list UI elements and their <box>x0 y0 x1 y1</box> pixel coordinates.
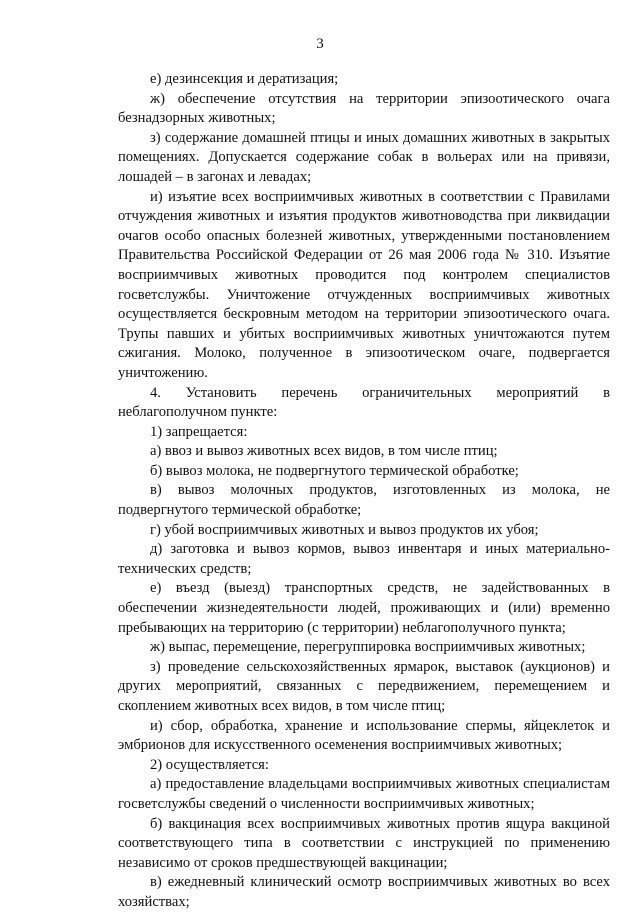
paragraph-b-vaccination: б) вакцинация всех восприимчивых животных против ящура вакциной соответствующего типа в соответствии с инструкцией по применению независимо от сроков предшествующей вакцинации; <box>118 815 610 871</box>
paragraph-1-prohibited: 1) запрещается: <box>150 423 248 440</box>
paragraph-e-disinsection: е) дезинсекция и дератизация; <box>150 71 339 87</box>
paragraph-e-vehicle-entry: е) въезд (выезд) транспортных средств, не задействованных в обеспечении жизнедеятельности людей, проживающих и (или) временно пребывающих на территорию (с территории) неблагополучного пункта; <box>118 580 610 636</box>
paragraph-i-semen-collection: и) сбор, обработка, хранение и использование спермы, яйцеклеток и эмбрионов для искусственного осеменения восприимчивых животных; <box>118 717 610 754</box>
document-body <box>118 70 610 913</box>
paragraph-z-poultry-housing: з) содержание домашней птицы и иных домашних животных в закрытых помещениях. Допускается содержание собак в вольерах или на привязи, лошадей – в загонах и левадах; <box>118 129 610 185</box>
paragraph-zh-grazing: ж) выпас, перемещение, перегруппировка восприимчивых животных; <box>150 639 586 656</box>
page-number: 3 <box>316 36 324 52</box>
paragraph-zh-stray-animals: ж) обеспечение отсутствия на территории эпизоотического очага безнадзорных животных; <box>118 90 610 127</box>
paragraph-b-milk-export: б) вывоз молока, не подвергнутого термической обработке; <box>150 462 519 479</box>
paragraph-a-import-export: а) ввоз и вывоз животных всех видов, в том числе птиц; <box>150 443 498 460</box>
paragraph-d-feed-procurement: д) заготовка и вывоз кормов, вывоз инвентаря и иных материально-технических средств; <box>118 541 610 577</box>
paragraph-i-animal-withdrawal: и) изъятие всех восприимчивых животных в соответствии с Правилами отчуждения животных и изъятия продуктов животноводства при ликвидации очагов особо опасных болезней животных, утвержденными постановлением Правительства Российской Федерации от 26 мая 2006 года № 310. Изъятие восприимчивых животных проводится под контролем специалистов госветслужбы. Уничтожение отчужденных восприимчивых животных осуществляется бескровным методом на территории эпизоотического очага. Трупы павших и убитых восприимчивых животных уничтожаются путем сжигания. Молоко, полученное в эпизоотическом очаге, подвергается уничтожению. <box>118 188 610 381</box>
paragraph-v-daily-inspection: в) ежедневный клинический осмотр восприимчивых животных во всех хозяйствах; <box>118 874 610 910</box>
paragraph-a-owner-reporting: а) предоставление владельцами восприимчивых животных специалистам госветслужбы сведений о численности восприимчивых животных; <box>118 776 610 812</box>
paragraph-2-carried-out: 2) осуществляется: <box>150 756 269 773</box>
paragraph-g-slaughter: г) убой восприимчивых животных и вывоз продуктов их убоя; <box>150 521 539 538</box>
paragraph-4-restrictions-list: 4. Установить перечень ограничительных мероприятий в неблагополучном пункте: <box>118 384 610 421</box>
paragraph-z-fairs: з) проведение сельскохозяйственных ярмарок, выставок (аукционов) и других мероприятий, связанных с передвижением, перемещением и скоплением животных всех видов, в том числе птиц; <box>118 658 610 714</box>
paragraph-v-dairy-export: в) вывоз молочных продуктов, изготовленных из молока, не подвергнутого термической обработке; <box>118 482 610 519</box>
